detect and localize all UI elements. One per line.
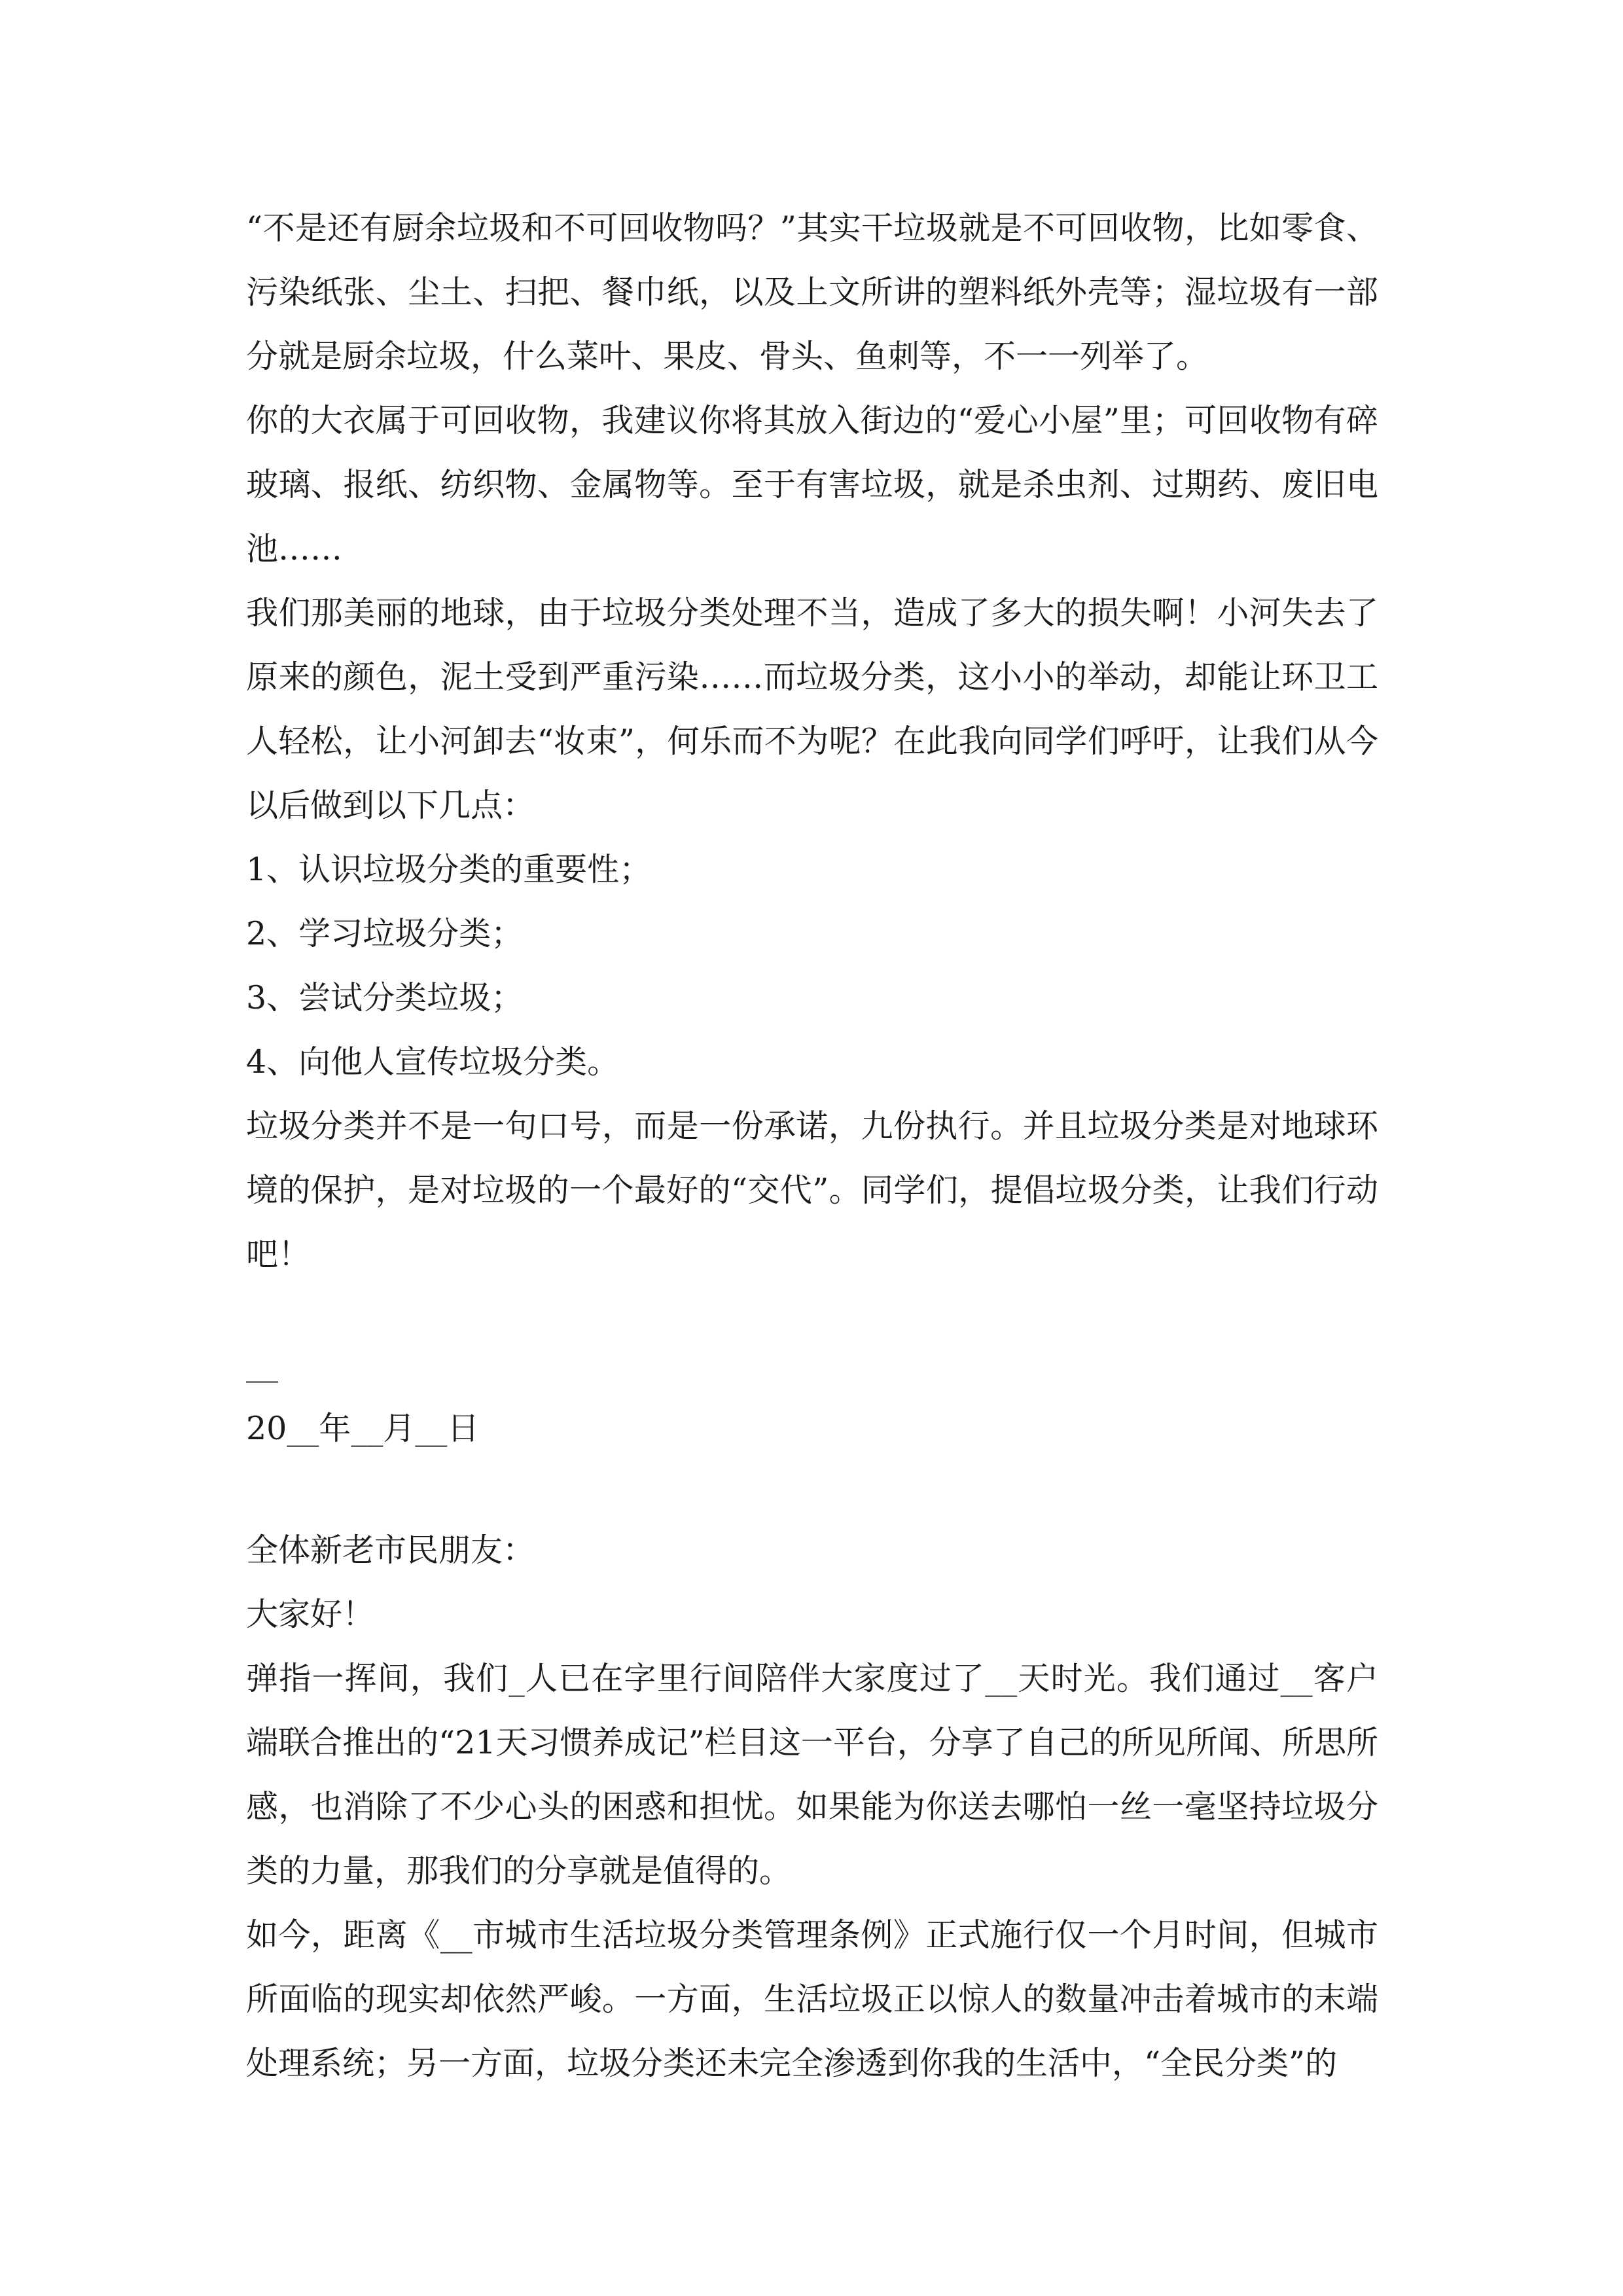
list-item: 3、尝试分类垃圾； — [246, 979, 524, 1016]
list-item: 4、向他人宣传垃圾分类。 — [246, 1043, 620, 1081]
document-body — [246, 196, 1378, 2096]
greeting: 大家好！ — [246, 1596, 375, 1633]
date-line: 20__年__月__日 — [246, 1410, 480, 1447]
spacer — [246, 1287, 1378, 1333]
paragraph: 垃圾分类并不是一句口号，而是一份承诺，九份执行。并且垃圾分类是对地球环境的保护，是对垃圾的一个最好的“交代”。同学们，提倡垃圾分类，让我们行动吧！ — [246, 1107, 1378, 1273]
spacer — [246, 1461, 1378, 1518]
paragraph: 弹指一挥间，我们_人已在字里行间陪伴大家度过了__天时光。我们通过__客户端联合推出的“21天习惯养成记”栏目这一平台，分享了自己的所见所闻、所思所感，也消除了不少心头的困惑和担忧。如果能为你送去哪怕一丝一毫坚持垃圾分类的力量，那我们的分享就是值得的。 — [246, 1660, 1378, 1890]
paragraph: 我们那美丽的地球，由于垃圾分类处理不当，造成了多大的损失啊！小河失去了原来的颜色，泥土受到严重污染……而垃圾分类，这小小的举动，却能让环卫工人轻松，让小河卸去“妆束”，何乐而不为呢？在此我向同学们呼吁，让我们从今以后做到以下几点： — [246, 594, 1378, 824]
salutation: 全体新老市民朋友： — [246, 1532, 535, 1569]
paragraph: 如今，距离《__市城市生活垃圾分类管理条例》正式施行仅一个月时间，但城市所面临的现实却依然严峻。一方面，生活垃圾正以惊人的数量冲击着城市的末端处理系统；另一方面，垃圾分类还未完全渗透到你我的生活中，“全民分类”的 — [246, 1916, 1378, 2082]
list-item: 1、认识垃圾分类的重要性； — [246, 851, 652, 888]
list-item: 2、学习垃圾分类； — [246, 915, 524, 952]
paragraph: 你的大衣属于可回收物，我建议你将其放入街边的“爱心小屋”里；可回收物有碎玻璃、报纸、纺织物、金属物等。至于有害垃圾，就是杀虫剂、过期药、废旧电池…… — [246, 402, 1378, 567]
signature-line: __ — [246, 1346, 278, 1383]
paragraph: “不是还有厨余垃圾和不可回收物吗？”其实干垃圾就是不可回收物，比如零食、污染纸张、尘土、扫把、餐巾纸，以及上文所讲的塑料纸外壳等；湿垃圾有一部分就是厨余垃圾，什么菜叶、果皮、骨头、鱼刺等，不一一列举了。 — [246, 209, 1378, 375]
